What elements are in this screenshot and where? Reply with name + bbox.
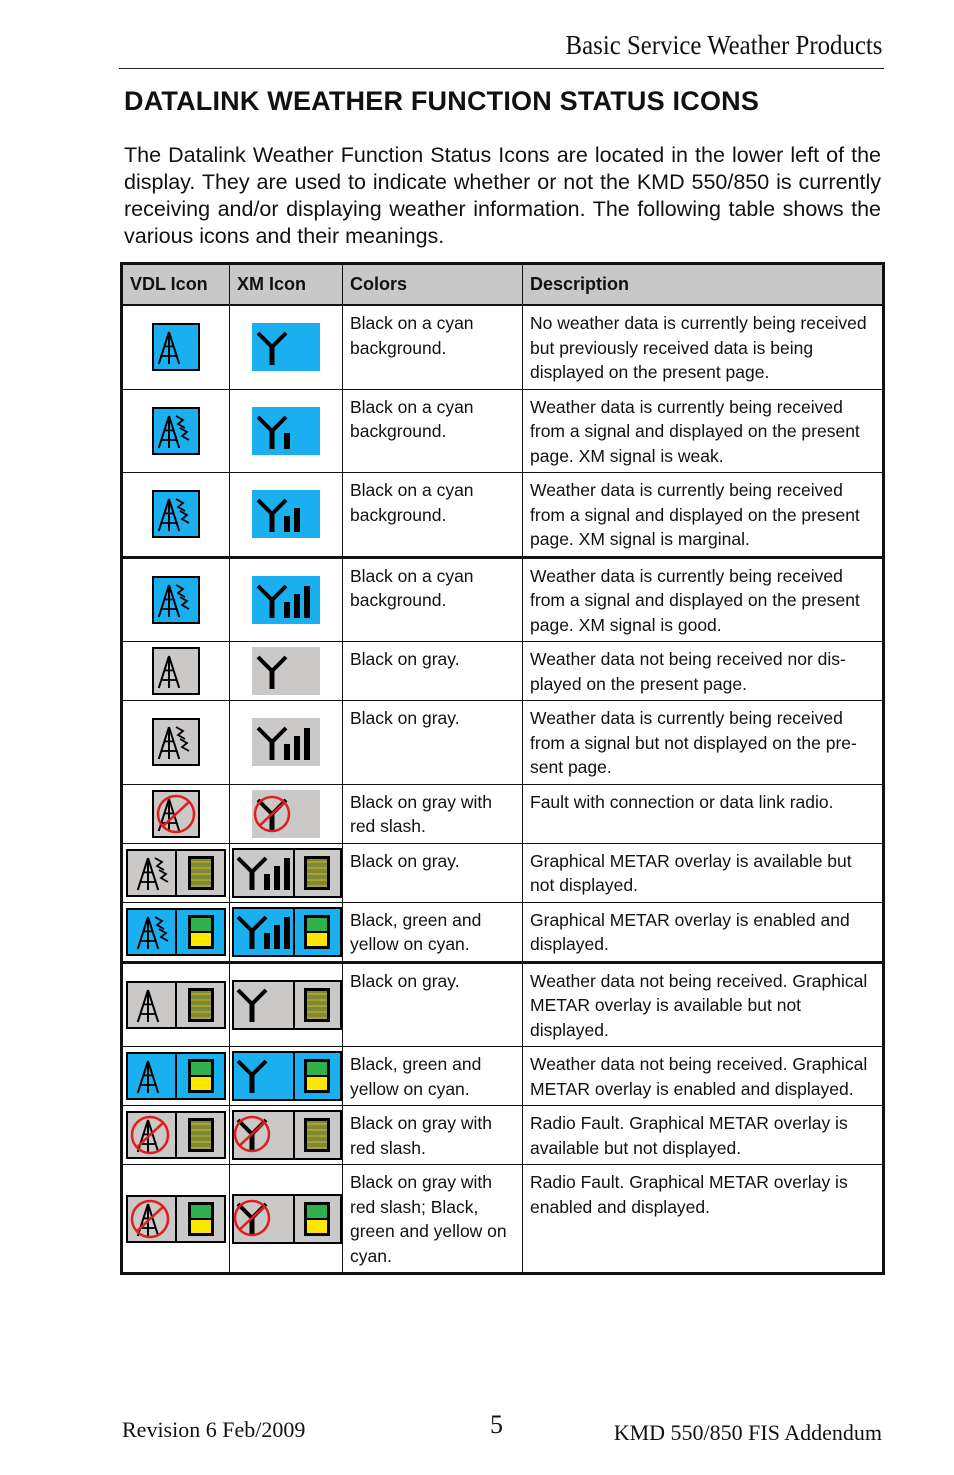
footer-document-title: KMD 550/850 FIS Addendum	[613, 1420, 882, 1445]
vdl-icon-cell	[122, 784, 230, 843]
vdl-status-icon	[152, 490, 200, 538]
table-row	[122, 784, 884, 843]
xm-signal-icon	[232, 1051, 342, 1101]
xm-signal-icon	[232, 907, 342, 957]
colors-cell: Black on gray.	[343, 962, 523, 1047]
xm-signal-icon	[232, 980, 342, 1030]
xm-signal-icon	[252, 790, 320, 838]
vdl-status-icon	[152, 790, 200, 838]
xm-icon-cell	[230, 902, 343, 962]
xm-signal-icon	[252, 490, 320, 538]
description-cell: Weather data not being received nor dis-played on the present page.	[523, 642, 884, 701]
description-cell: Weather data is currently being received from a signal and displayed on the present page. XM signal is marginal.	[523, 473, 884, 558]
table-row	[122, 642, 884, 701]
vdl-status-icon	[152, 323, 200, 371]
footer-page-number: 5	[490, 1410, 503, 1439]
description-cell: Fault with connection or data link radio.	[523, 784, 884, 843]
description-cell: Radio Fault. Graphical METAR overlay is enabled and displayed.	[523, 1165, 884, 1274]
colors-cell: Black, green and yellow on cyan.	[343, 902, 523, 962]
running-header-title: Basic Service Weather Products	[565, 30, 882, 60]
vdl-icon-cell	[122, 557, 230, 642]
vdl-icon-cell	[122, 1165, 230, 1274]
vdl-status-icon	[152, 647, 200, 695]
xm-icon-cell	[230, 701, 343, 785]
vdl-status-icon	[126, 1111, 226, 1159]
vdl-status-icon	[126, 849, 226, 897]
colors-cell: Black on gray.	[343, 642, 523, 701]
vdl-status-icon	[126, 981, 226, 1029]
vdl-icon-cell	[122, 642, 230, 701]
xm-icon-cell	[230, 305, 343, 389]
colors-cell: Black on a cyan background.	[343, 557, 523, 642]
vdl-status-icon	[152, 407, 200, 455]
xm-icon-cell	[230, 1165, 343, 1274]
xm-icon-cell	[230, 473, 343, 558]
xm-icon-cell	[230, 642, 343, 701]
vdl-icon-cell	[122, 389, 230, 473]
vdl-icon-cell	[122, 305, 230, 389]
xm-signal-icon	[252, 576, 320, 624]
xm-signal-icon	[232, 848, 342, 898]
column-header-xm-icon: XM Icon	[230, 264, 343, 306]
column-header-colors: Colors	[343, 264, 523, 306]
description-cell: Weather data is currently being received from a signal and displayed on the present page. XM signal is weak.	[523, 389, 884, 473]
xm-icon-cell	[230, 843, 343, 902]
vdl-icon-cell	[122, 902, 230, 962]
colors-cell: Black on gray with red slash; Black, green and yellow on cyan.	[343, 1165, 523, 1274]
xm-signal-icon	[232, 1110, 342, 1160]
description-cell: Weather data is currently being received from a signal but not displayed on the pre-sent page.	[523, 701, 884, 785]
table-header-row	[122, 264, 884, 306]
intro-paragraph: The Datalink Weather Function Status Icons are located in the lower left of the display. They are used to indicate whether or not the KMD 550/850 is currently receiving and/or displaying weather information. The following table shows the various icons and their meanings.	[124, 143, 881, 248]
xm-signal-icon	[252, 407, 320, 455]
section-title: DATALINK WEATHER FUNCTION STATUS ICONS	[124, 86, 760, 116]
description-cell: Graphical METAR overlay is enabled and displayed.	[523, 902, 884, 962]
colors-cell: Black on gray.	[343, 701, 523, 785]
table-row	[122, 902, 884, 962]
xm-icon-cell	[230, 557, 343, 642]
table-row	[122, 1165, 884, 1274]
xm-signal-icon	[252, 323, 320, 371]
vdl-icon-cell	[122, 962, 230, 1047]
table-row	[122, 701, 884, 785]
xm-signal-icon	[252, 718, 320, 766]
description-cell: Graphical METAR overlay is available but not displayed.	[523, 843, 884, 902]
vdl-status-icon	[152, 718, 200, 766]
column-header-description: Description	[523, 264, 884, 306]
xm-icon-cell	[230, 389, 343, 473]
description-cell: Radio Fault. Graphical METAR overlay is available but not displayed.	[523, 1106, 884, 1165]
table-row	[122, 305, 884, 389]
xm-icon-cell	[230, 962, 343, 1047]
vdl-status-icon	[152, 576, 200, 624]
table-row	[122, 962, 884, 1047]
table-row	[122, 389, 884, 473]
description-cell: Weather data is currently being received from a signal and displayed on the present page. XM signal is good.	[523, 557, 884, 642]
vdl-status-icon	[126, 1052, 226, 1100]
vdl-status-icon	[126, 1195, 226, 1243]
column-header-vdl-icon: VDL Icon	[122, 264, 230, 306]
colors-cell: Black on a cyan background.	[343, 305, 523, 389]
description-cell: Weather data not being received. Graphical METAR overlay is enabled and displayed.	[523, 1047, 884, 1106]
footer-revision: Revision 6 Feb/2009	[122, 1417, 306, 1442]
table-row	[122, 1047, 884, 1106]
table-row	[122, 557, 884, 642]
colors-cell: Black on gray.	[343, 843, 523, 902]
colors-cell: Black on gray with red slash.	[343, 784, 523, 843]
colors-cell: Black on a cyan background.	[343, 473, 523, 558]
header-divider	[119, 68, 884, 69]
colors-cell: Black, green and yellow on cyan.	[343, 1047, 523, 1106]
description-cell: Weather data not being received. Graphical METAR overlay is available but not displayed.	[523, 962, 884, 1047]
colors-cell: Black on a cyan background.	[343, 389, 523, 473]
xm-icon-cell	[230, 784, 343, 843]
vdl-icon-cell	[122, 1106, 230, 1165]
vdl-icon-cell	[122, 701, 230, 785]
description-cell: No weather data is currently being received but previously received data is being displayed on the present page.	[523, 305, 884, 389]
xm-signal-icon	[232, 1194, 342, 1244]
xm-icon-cell	[230, 1047, 343, 1106]
status-icons-table	[120, 262, 885, 1275]
xm-signal-icon	[252, 647, 320, 695]
vdl-icon-cell	[122, 843, 230, 902]
vdl-icon-cell	[122, 473, 230, 558]
xm-icon-cell	[230, 1106, 343, 1165]
table-row	[122, 1106, 884, 1165]
vdl-icon-cell	[122, 1047, 230, 1106]
vdl-status-icon	[126, 908, 226, 956]
table-row	[122, 473, 884, 558]
table-row	[122, 843, 884, 902]
colors-cell: Black on gray with red slash.	[343, 1106, 523, 1165]
